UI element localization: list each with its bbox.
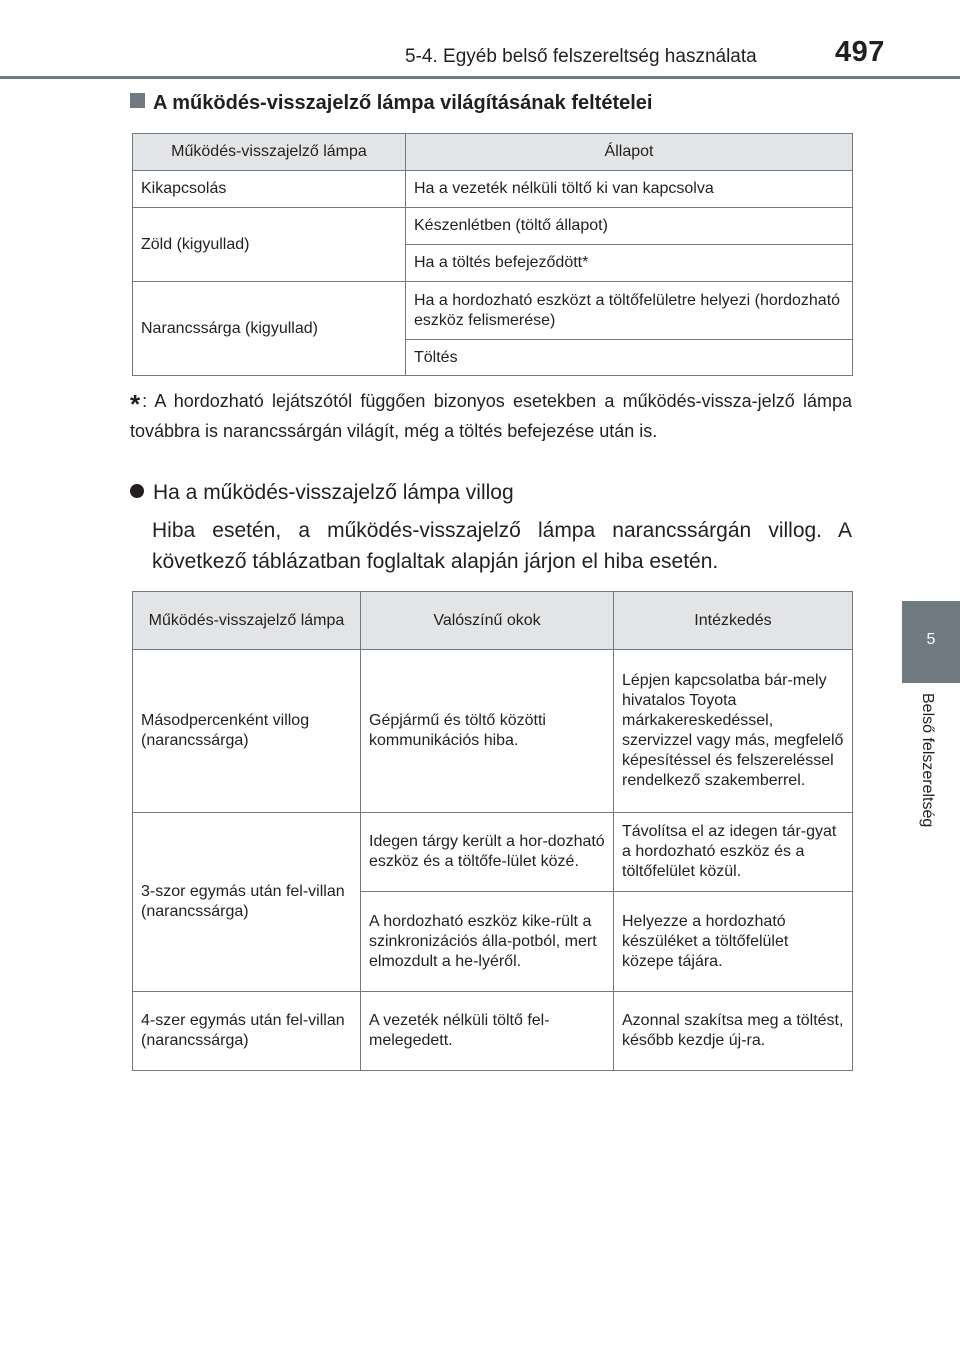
table-cell: Helyezze a hordozható készüléket a töltőfelület közepe tájára.	[614, 892, 853, 992]
section-heading	[130, 92, 652, 115]
chapter-label: Belső felszereltség	[919, 693, 936, 828]
table-header-cell: Intézkedés	[614, 592, 853, 650]
footnote-marker: *	[130, 389, 141, 419]
round-bullet-icon	[130, 484, 144, 498]
table-cell: Narancssárga (kigyullad)	[133, 282, 406, 376]
table-row	[133, 992, 853, 1071]
table-header-cell: Működés-visszajelző lámpa	[133, 134, 406, 171]
blinking-indicator-table	[132, 591, 853, 1071]
table-row	[133, 282, 853, 340]
table-row	[133, 813, 853, 892]
section-heading-text: A működés-visszajelző lámpa világításának feltételei	[153, 92, 653, 114]
table-cell: Kikapcsolás	[133, 171, 406, 208]
bullet-body: Hiba esetén, a működés-visszajelző lámpa narancssárgán villog. A következő táblázatban foglaltak alapján járjon el hiba esetén.	[152, 519, 852, 573]
table-cell: Távolítsa el az idegen tár-gyat a hordozható eszköz és a töltőfelület közül.	[614, 813, 853, 892]
table-cell: Töltés	[406, 340, 853, 376]
table-cell: A vezeték nélküli töltő fel-melegedett.	[361, 992, 614, 1071]
table-header-cell: Valószínű okok	[361, 592, 614, 650]
table-header-cell: Állapot	[406, 134, 853, 171]
table-cell: 4-szer egymás után fel-villan (narancssárga)	[133, 992, 361, 1071]
indicator-conditions-table	[132, 133, 853, 376]
table-cell: Ha a vezeték nélküli töltő ki van kapcsolva	[406, 171, 853, 208]
section-title: 5-4. Egyéb belső felszereltség használata	[405, 46, 757, 67]
header-rule	[0, 76, 960, 79]
table-cell: A hordozható eszköz kike-rült a szinkronizációs álla-potból, mert elmozdult a he-lyéről.	[361, 892, 614, 992]
page-number: 497	[835, 36, 885, 68]
footnote	[130, 388, 852, 445]
square-bullet-icon	[130, 93, 145, 108]
table-cell: Ha a töltés befejeződött*	[406, 245, 853, 282]
table-cell: Lépjen kapcsolatba bár-mely hivatalos Toyota márkakereskedéssel, szervizzel vagy más, megfelelő képesítéssel és felszereléssel rendelkező szakemberrel.	[614, 650, 853, 813]
table-cell: Azonnal szakítsa meg a töltést, később kezdje új-ra.	[614, 992, 853, 1071]
table-row	[133, 171, 853, 208]
table-header-cell: Működés-visszajelző lámpa	[133, 592, 361, 650]
footnote-text: : A hordozható lejátszótól függően bizonyos esetekben a működés-vissza-jelző lámpa továbbra is narancssárgán világít, még a töltés befejezése után is.	[130, 391, 852, 441]
table-cell: Ha a hordozható eszközt a töltőfelületre helyezi (hordozható eszköz felismerése)	[406, 282, 853, 340]
table-cell: Gépjármű és töltő közötti kommunikációs hiba.	[361, 650, 614, 813]
table-cell: Másodpercenként villog (narancssárga)	[133, 650, 361, 813]
table-cell: Zöld (kigyullad)	[133, 208, 406, 282]
table-row	[133, 208, 853, 245]
bullet-heading-text: Ha a működés-visszajelző lámpa villog	[153, 481, 514, 504]
page-header	[0, 0, 960, 80]
chapter-number-tab: 5	[902, 601, 960, 683]
table-cell: 3-szor egymás után fel-villan (narancssárga)	[133, 813, 361, 992]
table-cell: Idegen tárgy került a hor-dozható eszköz és a töltőfe-lület közé.	[361, 813, 614, 892]
table-cell: Készenlétben (töltő állapot)	[406, 208, 853, 245]
bullet-heading	[130, 481, 514, 505]
table-row	[133, 650, 853, 813]
